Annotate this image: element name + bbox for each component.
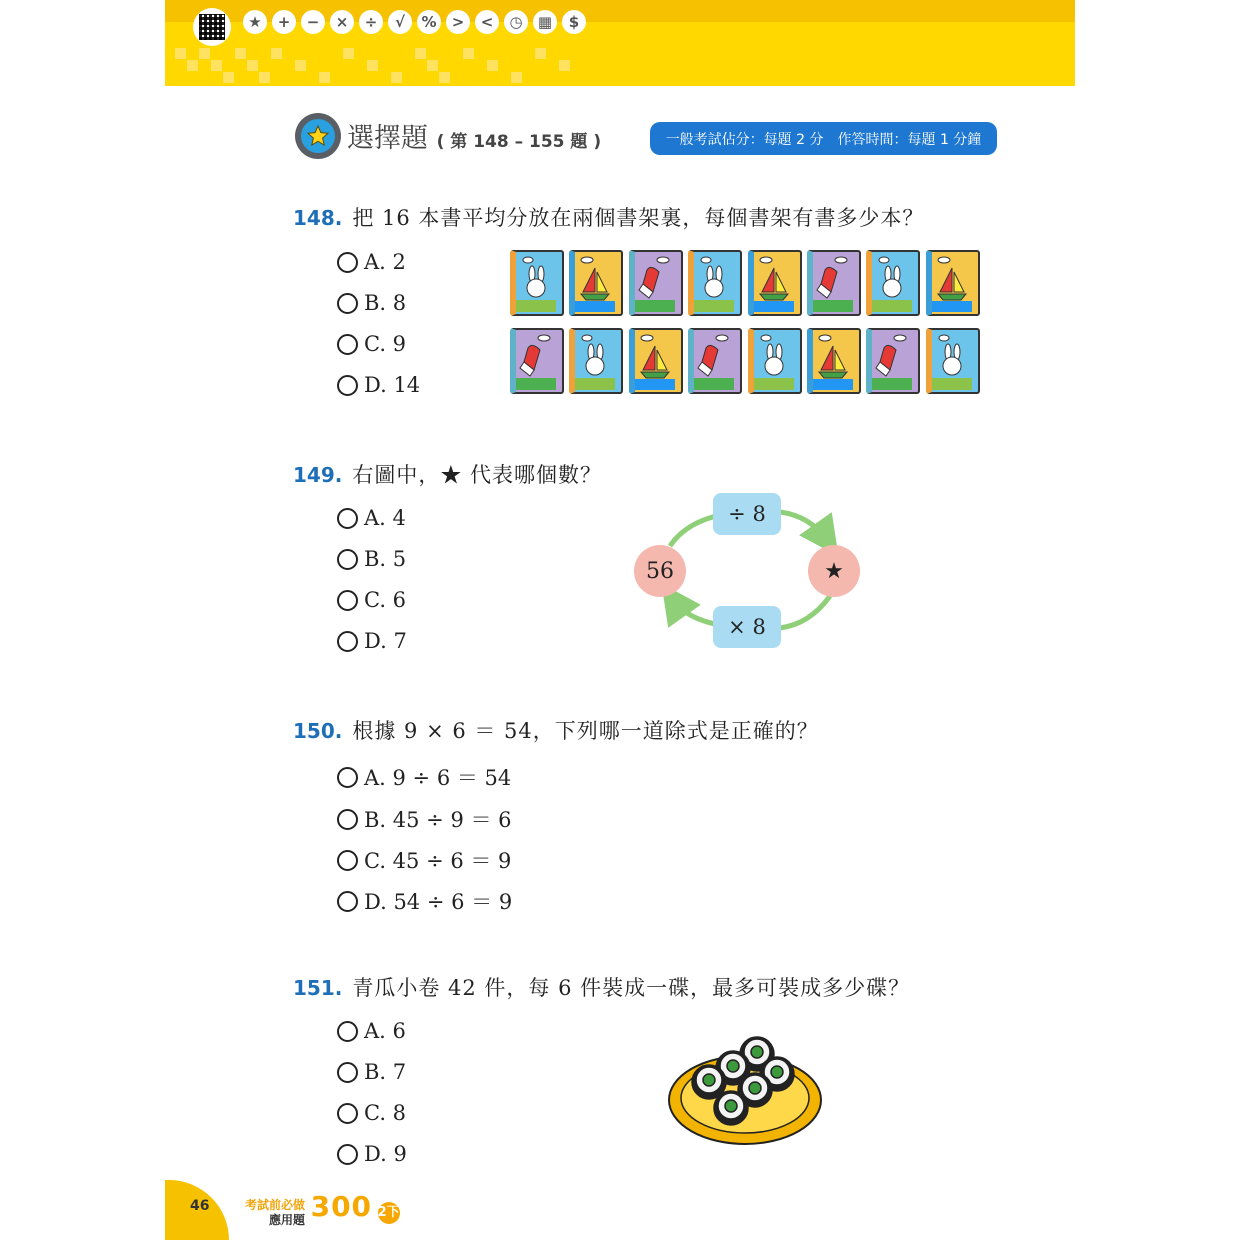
pixel-decoration xyxy=(187,60,198,71)
option-149-b[interactable] xyxy=(337,547,406,571)
divide-op-box: ÷ 8 xyxy=(713,493,781,535)
radio-circle[interactable] xyxy=(337,375,358,396)
boat-book-icon xyxy=(926,250,980,316)
star-icon: ★ xyxy=(243,10,267,34)
radio-circle[interactable] xyxy=(337,891,358,912)
radio-circle[interactable] xyxy=(337,1144,358,1165)
option-label: B. 5 xyxy=(364,547,407,571)
scoring-info-pill xyxy=(650,122,997,155)
radio-circle[interactable] xyxy=(337,334,358,355)
pixel-decoration xyxy=(295,60,306,71)
radio-circle[interactable] xyxy=(337,252,358,273)
pixel-decoration xyxy=(463,48,474,59)
book-title-line2: 應用題 xyxy=(269,1212,306,1227)
bunny-book-icon xyxy=(688,250,742,316)
multiply-op-box: × 8 xyxy=(713,606,781,648)
option-label: D. 9 xyxy=(364,1142,407,1166)
option-label: C. 8 xyxy=(364,1101,407,1125)
pixel-decoration xyxy=(199,48,210,59)
books-illustration xyxy=(510,250,985,394)
question-text: 青瓜小卷 42 件，每 6 件裝成一碟，最多可裝成多少碟？ xyxy=(352,976,911,1000)
radio-circle[interactable] xyxy=(337,850,358,871)
section-star-icon xyxy=(295,113,341,159)
pixel-decoration xyxy=(175,48,186,59)
pixel-decoration xyxy=(487,60,498,71)
pixel-decoration xyxy=(271,48,282,59)
pixel-decoration xyxy=(343,48,354,59)
star-node: ★ xyxy=(808,545,860,597)
radio-circle[interactable] xyxy=(337,549,358,570)
radio-circle[interactable] xyxy=(337,508,358,529)
option-151-a[interactable] xyxy=(337,1019,406,1043)
option-label: C. 6 xyxy=(364,588,407,612)
clock-icon: ◷ xyxy=(504,10,528,34)
option-label: B. 8 xyxy=(364,291,407,315)
option-150-a[interactable] xyxy=(337,762,511,792)
question-number: 151. xyxy=(293,976,343,1000)
option-148-c[interactable] xyxy=(337,332,406,356)
section-range: ( 第 148 – 155 題 ) xyxy=(436,132,602,152)
question-148 xyxy=(293,202,924,232)
option-label: B. 7 xyxy=(364,1060,407,1084)
percent-icon: % xyxy=(417,10,441,34)
option-150-b[interactable] xyxy=(337,804,512,834)
bunny-book-icon xyxy=(569,328,623,394)
radio-circle[interactable] xyxy=(337,1103,358,1124)
radio-circle[interactable] xyxy=(337,1062,358,1083)
pixel-decoration xyxy=(535,48,546,59)
option-148-d[interactable] xyxy=(337,373,420,397)
option-label: D. 7 xyxy=(364,629,407,653)
option-149-a[interactable] xyxy=(337,506,406,530)
qr-code-icon xyxy=(193,8,231,46)
grade-badge: 2下 xyxy=(378,1202,400,1224)
pixel-decoration xyxy=(259,72,270,83)
rocket-book-icon xyxy=(510,328,564,394)
book-title-number: 300 xyxy=(310,1190,373,1223)
option-label: A. 6 xyxy=(364,1019,406,1043)
boat-book-icon xyxy=(807,328,861,394)
boat-book-icon xyxy=(569,250,623,316)
rocket-book-icon xyxy=(807,250,861,316)
question-number: 149. xyxy=(293,463,343,487)
question-number: 148. xyxy=(293,206,343,230)
radio-circle[interactable] xyxy=(337,1021,358,1042)
option-148-b[interactable] xyxy=(337,291,406,315)
pixel-decoration xyxy=(247,60,258,71)
rocket-book-icon xyxy=(688,328,742,394)
pixel-decoration xyxy=(427,60,438,71)
question-number: 150. xyxy=(293,719,343,743)
pixel-decoration xyxy=(367,60,378,71)
boat-book-icon xyxy=(629,328,683,394)
start-number-node: 56 xyxy=(634,545,686,597)
boat-book-icon xyxy=(748,250,802,316)
option-151-b[interactable] xyxy=(337,1060,406,1084)
option-label: A. 2 xyxy=(364,250,406,274)
pixel-decoration xyxy=(511,72,522,83)
option-label: D. 14 xyxy=(364,373,421,397)
rocket-book-icon xyxy=(866,328,920,394)
question-text: 把 16 本書平均分放在兩個書架裏，每個書架有書多少本？ xyxy=(352,206,925,230)
option-label: D. 54 ÷ 6 ＝ 9 xyxy=(364,890,513,914)
question-text: 右圖中，★ 代表哪個數？ xyxy=(352,463,603,487)
option-149-c[interactable] xyxy=(337,588,406,612)
question-text: 根據 9 × 6 ＝ 54，下列哪一道除式是正確的？ xyxy=(352,719,819,743)
sqrt-icon: √ xyxy=(388,10,412,34)
option-149-d[interactable] xyxy=(337,629,407,653)
rocket-book-icon xyxy=(629,250,683,316)
pixel-decoration xyxy=(415,48,426,59)
worksheet-page xyxy=(165,0,1075,1240)
option-151-c[interactable] xyxy=(337,1101,406,1125)
book-title xyxy=(245,1190,400,1227)
page-number: 46 xyxy=(190,1198,210,1214)
question-151 xyxy=(293,972,910,1002)
question-150 xyxy=(293,715,819,745)
option-148-a[interactable] xyxy=(337,250,406,274)
sushi-plate-illustration xyxy=(665,1032,825,1147)
dollar-icon: $ xyxy=(562,10,586,34)
math-symbol-row xyxy=(243,10,586,34)
bunny-book-icon xyxy=(866,250,920,316)
times-icon: × xyxy=(330,10,354,34)
time-info: 作答時間：每題 1 分鐘 xyxy=(837,131,982,148)
option-label: B. 45 ÷ 9 ＝ 6 xyxy=(364,808,512,832)
radio-circle[interactable] xyxy=(337,767,358,788)
book-title-line1: 考試前必做 xyxy=(245,1197,306,1212)
pixel-decoration xyxy=(439,72,450,83)
bunny-book-icon xyxy=(510,250,564,316)
section-title-text: 選擇題 xyxy=(347,123,428,154)
operation-cycle-diagram xyxy=(630,488,870,658)
bunny-book-icon xyxy=(926,328,980,394)
question-149 xyxy=(293,459,602,489)
pixel-decoration xyxy=(211,60,222,71)
pixel-decoration xyxy=(319,72,330,83)
pixel-decoration xyxy=(391,72,402,83)
calculator-icon: ▦ xyxy=(533,10,557,34)
option-label: A. 9 ÷ 6 ＝ 54 xyxy=(364,766,512,790)
radio-circle[interactable] xyxy=(337,590,358,611)
option-150-c[interactable] xyxy=(337,845,511,875)
divide-icon: ÷ xyxy=(359,10,383,34)
option-label: C. 45 ÷ 6 ＝ 9 xyxy=(364,849,512,873)
plus-icon: + xyxy=(272,10,296,34)
less-than-icon: < xyxy=(475,10,499,34)
pixel-decoration xyxy=(235,48,246,59)
greater-than-icon: > xyxy=(446,10,470,34)
pixel-decoration xyxy=(223,72,234,83)
radio-circle[interactable] xyxy=(337,809,358,830)
pixel-decoration xyxy=(559,60,570,71)
score-info: 一般考試佔分：每題 2 分 xyxy=(665,131,824,148)
radio-circle[interactable] xyxy=(337,293,358,314)
option-150-d[interactable] xyxy=(337,886,512,916)
section-title xyxy=(347,116,601,155)
option-151-d[interactable] xyxy=(337,1142,407,1166)
option-label: A. 4 xyxy=(364,506,406,530)
minus-icon: − xyxy=(301,10,325,34)
bunny-book-icon xyxy=(748,328,802,394)
radio-circle[interactable] xyxy=(337,631,358,652)
option-label: C. 9 xyxy=(364,332,407,356)
